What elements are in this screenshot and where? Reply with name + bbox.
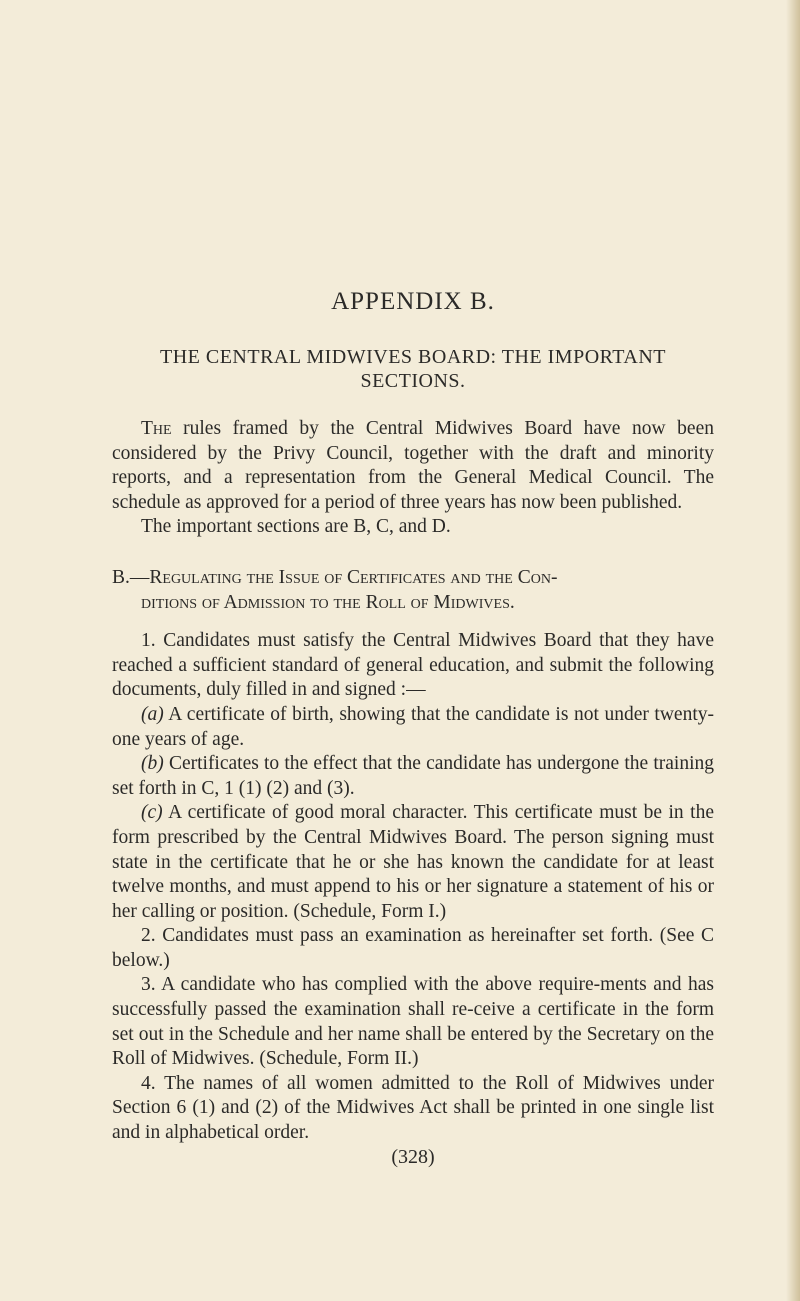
intro-first-word: The xyxy=(141,418,172,439)
intro-line-2: The important sections are B, C, and D. xyxy=(141,516,451,538)
page-edge-shadow xyxy=(786,0,800,1301)
list-item: 4. The names of all women admitted to the Roll of Midwives under Section 6 (1) and (2) of the Midwives Act shall be printed in one single list and in alphabetical order. xyxy=(112,1072,714,1144)
list-item: (b) Certificates to the effect that the candidate has undergone the training set forth in C, 1 (1) (2) and (3). xyxy=(112,753,714,799)
intro-paragraph xyxy=(112,417,714,515)
list-item: 3. A candidate who has complied with the above require-ments and has successfully passed the examination shall re-ceive a certificate in the form set out in the Schedule and her name shall be entered by the Secretary on the Roll of Midwives. (Schedule, Form II.) xyxy=(112,974,714,1070)
appendix-title: APPENDIX B. xyxy=(331,288,495,315)
list-item: 2. Candidates must pass an examination as hereinafter set forth. (See C below.) xyxy=(112,925,714,971)
section-b-heading xyxy=(112,566,714,615)
section-heading: THE CENTRAL MIDWIVES BOARD: THE IMPORTANT SECTIONS. xyxy=(159,346,666,392)
items-list xyxy=(112,629,714,1145)
list-item: 1. Candidates must satisfy the Central Midwives Board that they have reached a sufficient standard of general education, and submit the following documents, duly filled in and signed :— xyxy=(112,630,714,701)
section-b-line-1: B.—Regulating the Issue of Certificates and the Con- xyxy=(112,566,558,588)
page-content xyxy=(112,287,714,1168)
section-b-line-2: ditions of Admission to the Roll of Midwives. xyxy=(141,591,515,613)
list-item: (c) A certificate of good moral character. This certificate must be in the form prescribed by the Central Midwives Board. The person signing must state in the certificate that he or she has known the candidate for at least twelve months, and must append to his or her signature a statement of his or her calling or position. (Schedule, Form I.) xyxy=(112,802,714,922)
page-number: (328) xyxy=(391,1145,435,1168)
list-item: (a) A certificate of birth, showing that the candidate is not under twenty-one years of age. xyxy=(112,703,714,750)
intro-text: rules framed by the Central Midwives Board have now been considered by the Privy Council, together with the draft and minority reports, and a representation from the General Medical Council. The schedule as approved for a period of three years has now been published. xyxy=(112,418,714,513)
